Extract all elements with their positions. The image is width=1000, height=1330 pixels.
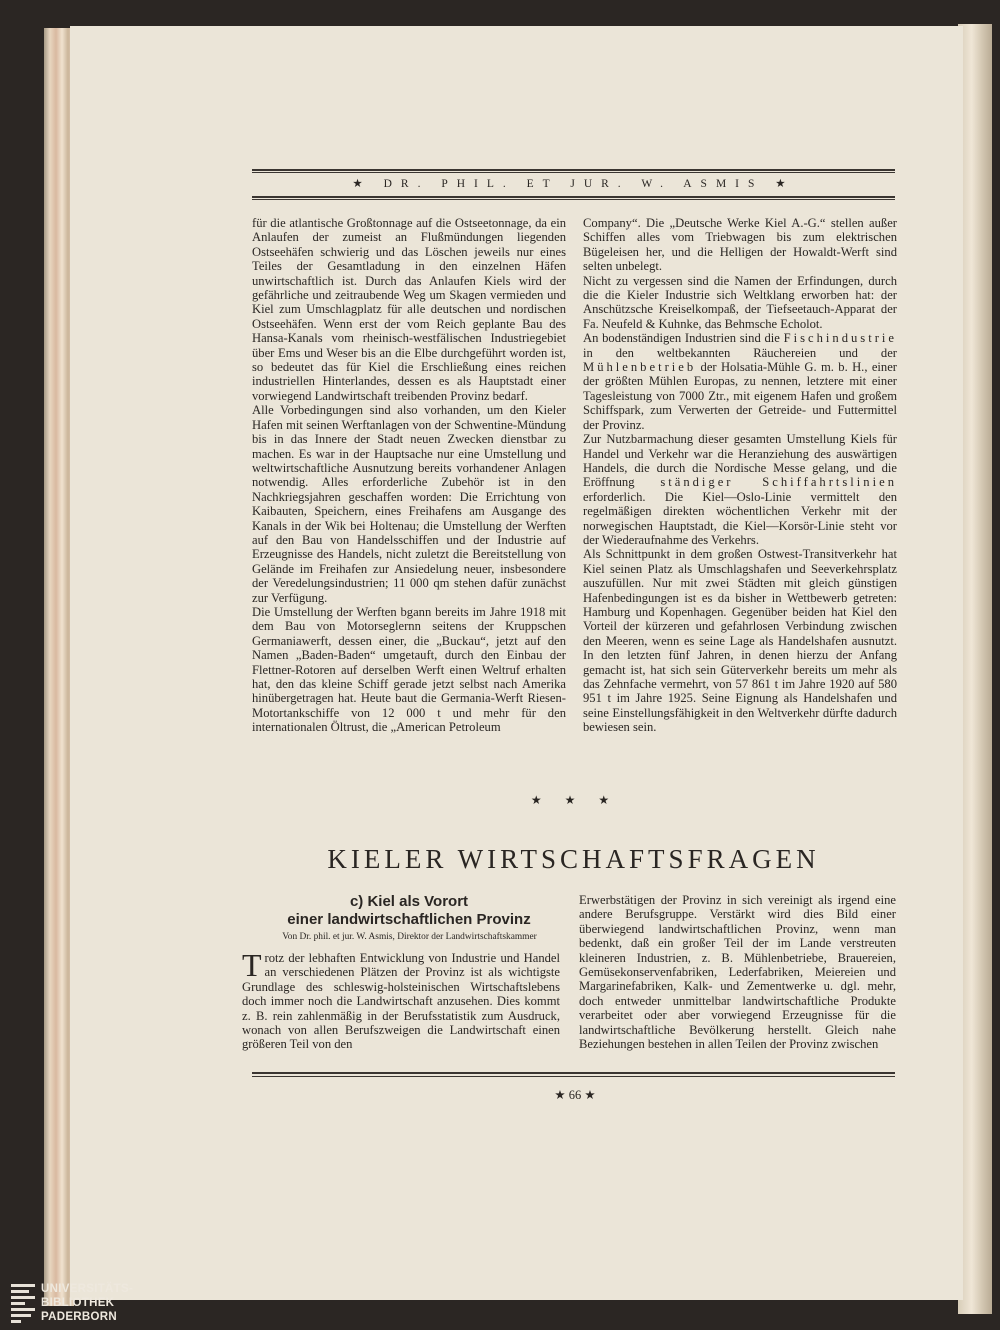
paragraph: Company“. Die „Deutsche Werke Kiel A.-G.“ stellen außer Schiffen alles vom Triebwagen bis zum elektrischen Bügeleisen her, und die Helligen der Howaldt-Werft sind selten unbelegt.: [583, 216, 897, 274]
running-head: ★ DR. PHIL. ET JUR. W. ASMIS ★: [352, 178, 795, 190]
book-page-edges-right: [958, 24, 992, 1314]
header-rule-top-thin: [252, 172, 895, 173]
paragraph: [242, 947, 560, 1052]
section-separator: ★ ★ ★: [530, 793, 620, 807]
library-logo-line: BIBLIOTHEK: [41, 1297, 115, 1309]
column-left: [252, 216, 566, 735]
article-column-left: [242, 947, 560, 1052]
column-right: [583, 216, 897, 735]
article-heading-line1: c) Kiel als Vorort: [349, 893, 469, 910]
text-run: erforderlich. Die Kiel—Oslo-Linie vermittelt den regelmäßigen direkten wöchentlichen Verkehr mit der norwegischen Hauptstadt, die Kiel—Korsör-Linie steht vor der Wiederaufnahme des Verkehrs.: [583, 489, 897, 547]
paragraph: [583, 432, 897, 547]
page-number: ★ 66 ★: [554, 1088, 596, 1102]
paragraph: [583, 331, 897, 432]
paragraph: Erwerbstätigen der Provinz in sich vereinigt als irgend eine andere Berufsgruppe. Verstärkt wird dies Bild einer überwiegend landwirtschaftlichen Provinz, wenn man bedenkt, daß ein großer Teil der im Lande verstreuten kleineren Industrien, z. B. Mühlenbetriebe, Brauereien, Gemüsekonservenfabriken, Lederfabriken, Meiereien und Margarinefabriken, Kalk- und Zementwerke u. dgl. mehr, doch entweder unmittelbar landwirtschaftliche Produkte verarbeitet oder aber vorwiegend Erzeugnisse für die landwirtschaftliche Bevölkerung herstellt. Gleich nahe Beziehungen bestehen in allen Teilen der Provinz zwischen: [579, 893, 896, 1052]
drop-cap: T: [242, 947, 262, 983]
text-run: An bodenständigen Industrien sind die: [583, 331, 784, 346]
text-run: der Holsatia-Mühle G. m. b. H., einer der größten Mühlen Europas, zu nennen, letztere mit einer Tagesleistung von 7000 Ztr., mit eigenem Hafen und großem Schiffspark, zum Verwerten der Getreide- und Futtermittel der Provinz.: [583, 360, 897, 432]
header-rule-bottom-thin: [252, 199, 895, 200]
article-column-right: [579, 893, 896, 1051]
section-title: KIELER WIRTSCHAFTSFRAGEN: [327, 844, 820, 874]
paragraph: Als Schnittpunkt in dem großen Ostwest-Transitverkehr hat Kiel seinen Platz als Umschlagshafen und Seeverkehrsplatz auszufüllen. Nur mit zwei Städten mit gleich günstigen Hafenbedingungen ist es da bisher in Wettbewerb getreten: Hamburg und Kopenhagen. Gegenüber beiden hat Kiel den Vorteil der kürzeren und gefahrlosen Verbindung zwischen den Meeren, wenn es seine Lage als Handelshafen ausnutzt. In den letzten fünf Jahren, in denen hierzu der Anfang gemacht ist, hat sich sein Güterverkehr bereits um mehr als das Zehnfache vermehrt, von 57 861 t im Jahre 1920 auf 580 951 t im Jahre 1925. Seine Eignung als Handelshafen und seine Einstellungsfähigkeit in den Weltverkehr dürfte dadurch bewiesen sein.: [583, 547, 897, 735]
article-heading-line2: einer landwirtschaftlichen Provinz: [287, 911, 531, 928]
header-rule-top: [252, 169, 895, 171]
spaced-emphasis: Fischindustrie: [783, 331, 897, 346]
paragraph: Nicht zu vergessen sind die Namen der Erfindungen, durch die die Kieler Industrie sich Weltklang erworben hat: der Anschützsche Kreiselkompaß, der Tiefseetauch-Apparat der Fa. Neufeld & Kuhnke, das Behmsche Echolot.: [583, 273, 897, 331]
article-byline: Von Dr. phil. et jur. W. Asmis, Direktor der Landwirtschaftskammer: [282, 932, 537, 942]
footer-rule-thin: [252, 1076, 895, 1077]
text-run: in den weltbekannten Räuchereien und der: [583, 345, 897, 360]
spaced-emphasis: Mühlenbetrieb: [583, 360, 697, 375]
header-rule-bottom: [252, 196, 895, 198]
library-logo-line: PADERBORN: [41, 1311, 117, 1323]
paragraph: Die Umstellung der Werften bgann bereits im Jahre 1918 mit dem Bau von Motorseglernn seitens der Kruppschen Germaniawerft, dessen einer, die „Buckau“, jetzt auf den Namen „Baden-Baden“ umgetauft, durch den Einbau der Flettner-Rotoren auf derselben Werft einen Weltruf erhalten hat, den das kleine Schiff gerade jetzt selbst nach Amerika hinübergetragen hat. Heute baut die Germania-Werft Riesen-Motortankschiffe von 12 000 t und mehr für den internationalen Öltrust, die „American Petroleum: [252, 604, 566, 735]
article-heading: [252, 893, 566, 929]
library-logo-icon: [11, 1284, 35, 1324]
spaced-emphasis: ständiger Schiffahrtslinien: [660, 475, 897, 490]
paragraph: Alle Vorbedingungen sind also vorhanden, um den Kieler Hafen mit seinen Werftanlagen von der Schwentine-Mündung bis in das Innere der Stadt neuen Zwecken dienstbar zu machen. Es war in der Hauptsache nur eine Umstellung und weltwirtschaftliche Ausnutzung bereits vorhandener Anlagen notwendig. Alles erforderliche Zubehör ist in den Nachkriegsjahren geschaffen worden: Die Errichtung von Kaibauten, Speichern, eines Freihafens am Ausgange des Kanals in der Wik bei Holtenau; die Umstellung der Werften auf den Bau von Handelsschiffen und der Industrie auf Erzeugnisse des Handels, nicht zuletzt die Bereitstellung von Gelände im Freihafen zur Ansiedelung neuer, insbesondere der Veredelungsindustrien; 11 000 qm stehen dafür zunächst zur Verfügung.: [252, 403, 566, 605]
library-logo-line: UNIVERSITÄTS-: [41, 1283, 134, 1295]
library-logo-text: [41, 1282, 133, 1324]
text-run: rotz der lebhaften Entwicklung von Industrie und Handel an verschiedenen Plätzen der Provinz ist als wichtigste Grundlage des schleswig-holsteinischen Wirtschaftslebens doch immer noch die Landwirtschaft anzusehen. Dies kommt z. B. rein zahlenmäßig in der Berufsstatistik zum Ausdruck, wonach von allen Berufszweigen die Landwirtschaft einen größeren Teil von den: [242, 951, 560, 1052]
footer-rule: [252, 1072, 895, 1074]
library-logo: [11, 1282, 171, 1328]
text-run: Zur Nutzbarmachung dieser gesamten Umstellung Kiels für Handel und Verkehr war die Heranziehung des auswärtigen Handels, die durch die Nordische Messe gelang, und die Eröffnung: [583, 432, 897, 490]
paragraph: für die atlantische Großtonnage auf die Ostseetonnage, da ein Anlaufen der zumeist an Flußmündungen liegenden Ostseehäfen schwierig und das Löschen jeweils nur eines Teiles der Gesamtladung in den einzelnen Häfen unwirtschaftlich ist. Durch das Anlaufen Kiels wird der gefährliche und zeitraubende Weg um Skagen vermieden und Kiel zum Umschlagplatz für alle deutschen und nordischen Ostseehäfen. Wenn erst der vom Reich geplante Bau des Hansa-Kanals vom rheinisch-westfälischen Industriegebiet über Ems und Weser bis an die Elbe durchgeführt worden ist, so bedeutet das für Kiel die Erschließung eines reichen industriellen Hinterlandes, dessen es als Hauptstadt einer vorwiegend Landwirtschaft treibenden Provinz bedarf.: [252, 216, 566, 403]
